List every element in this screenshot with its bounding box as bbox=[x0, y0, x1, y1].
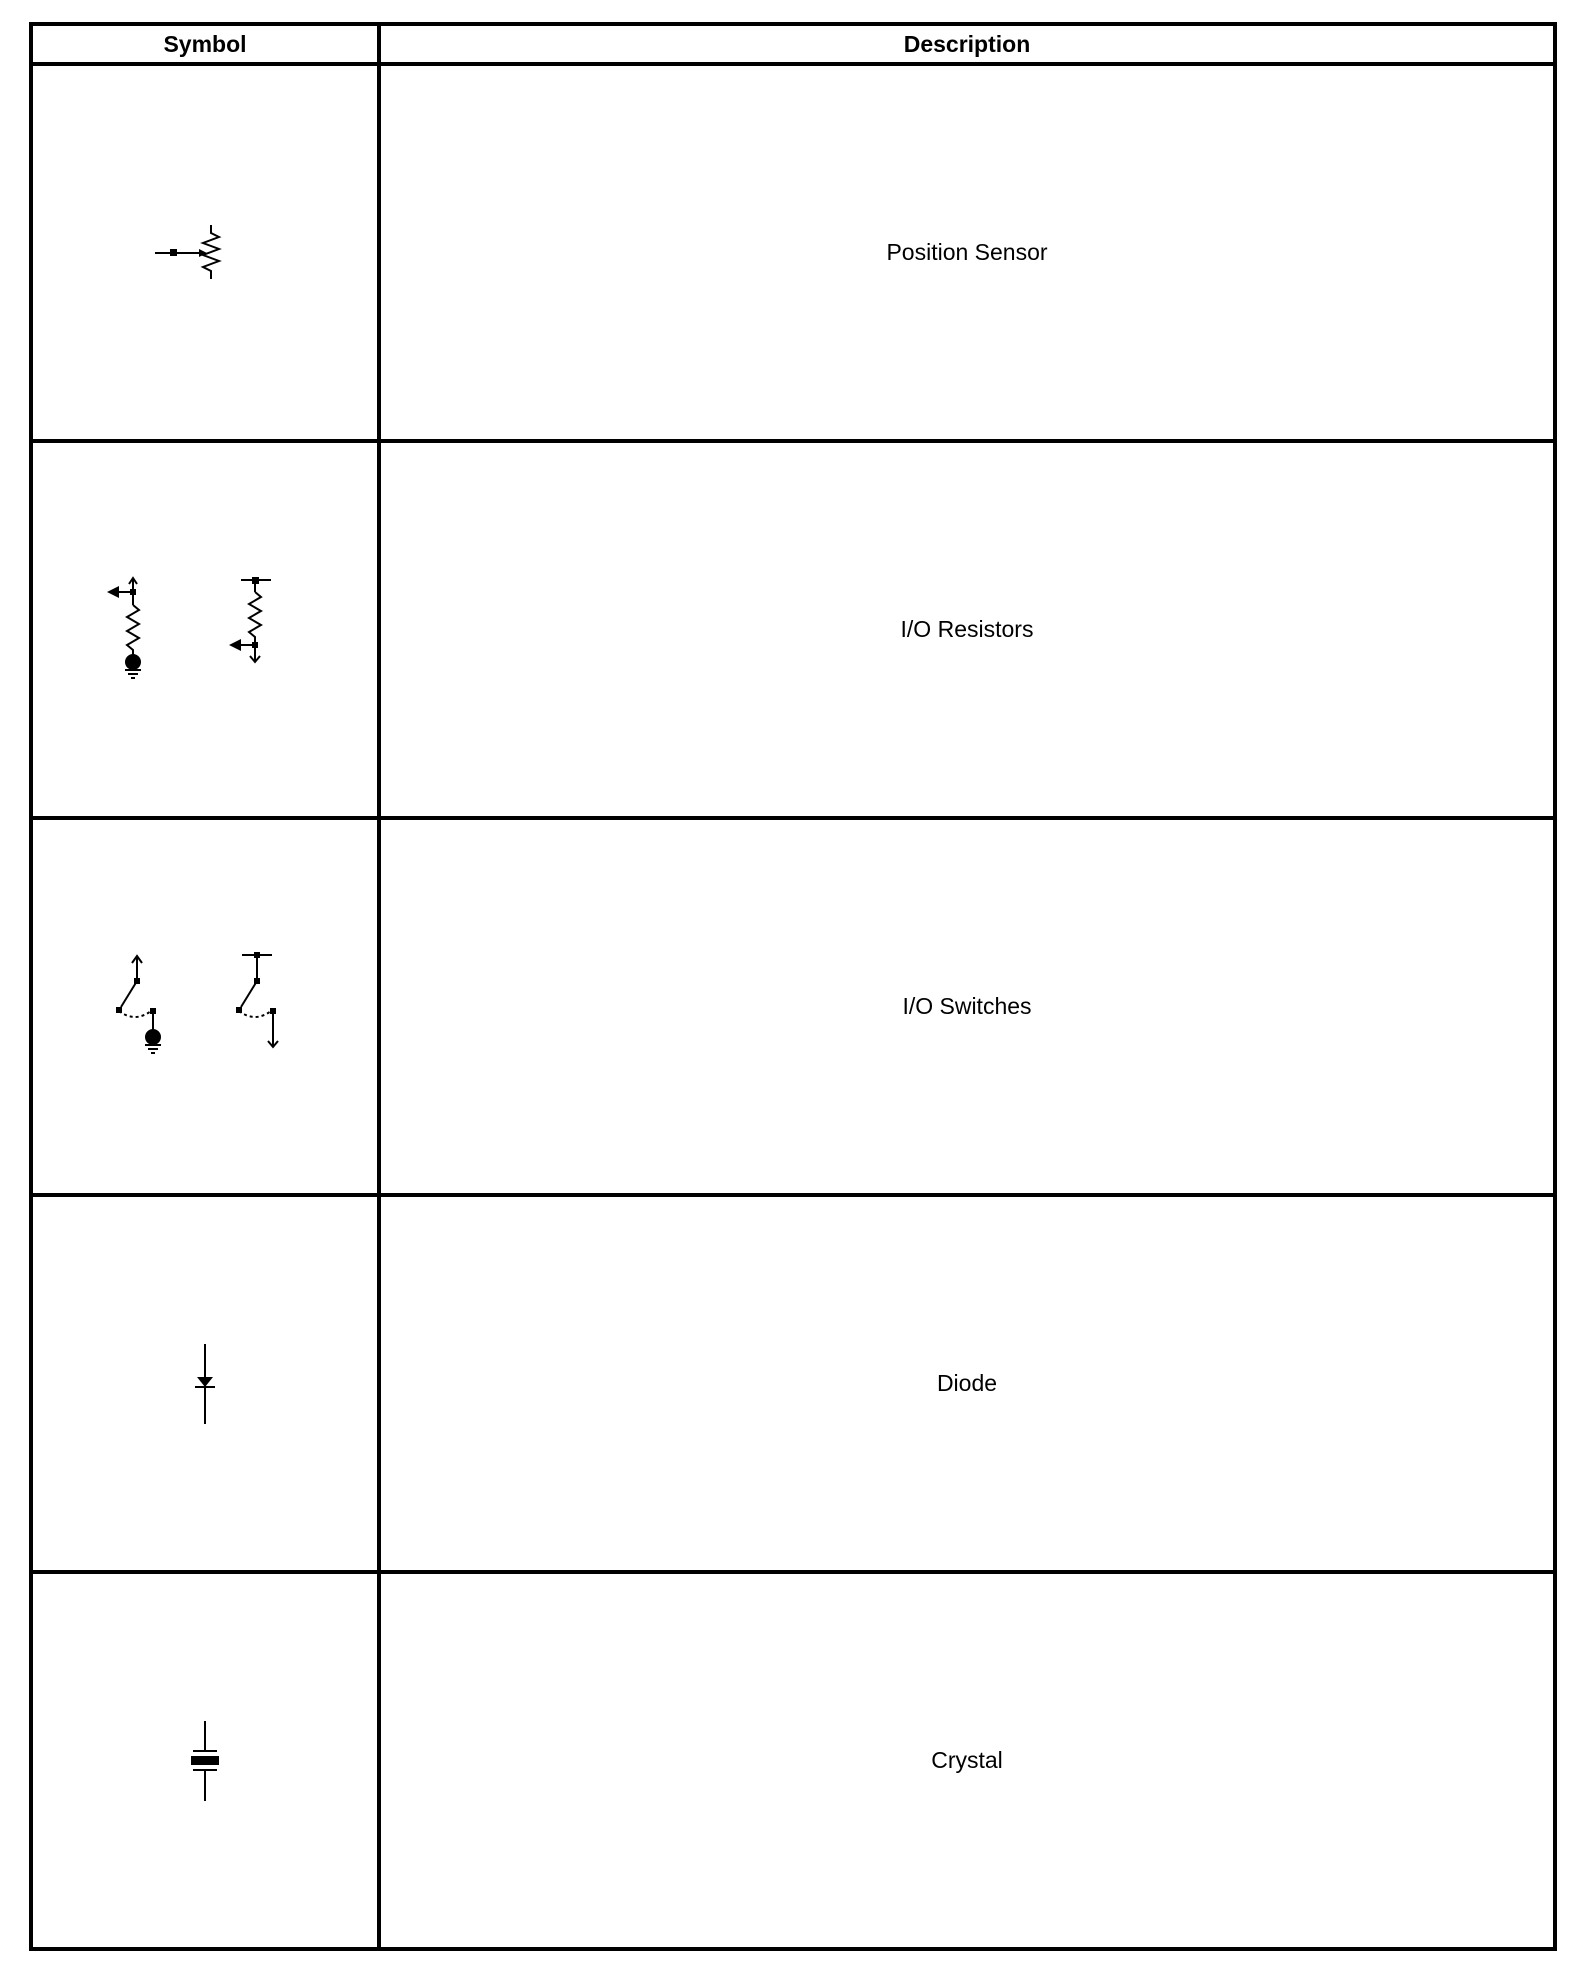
symbol-table bbox=[29, 22, 1557, 1951]
symbol-cell bbox=[31, 1195, 379, 1572]
symbol-cell bbox=[31, 818, 379, 1195]
table-row bbox=[31, 818, 1555, 1195]
symbol-cell bbox=[31, 64, 379, 441]
diode-icon bbox=[175, 1339, 235, 1429]
table-row bbox=[31, 1572, 1555, 1949]
description-cell: Position Sensor bbox=[379, 64, 1555, 441]
table-row bbox=[31, 1195, 1555, 1572]
description-header: Description bbox=[379, 24, 1555, 64]
header-row bbox=[31, 24, 1555, 64]
symbol-cell bbox=[31, 441, 379, 818]
potentiometer-icon bbox=[145, 213, 265, 293]
table-row bbox=[31, 441, 1555, 818]
pull-switches-icon bbox=[95, 947, 315, 1067]
table-row bbox=[31, 64, 1555, 441]
symbol-header: Symbol bbox=[31, 24, 379, 64]
pull-resistors-icon bbox=[95, 570, 315, 690]
description-cell: Crystal bbox=[379, 1572, 1555, 1949]
description-cell: I/O Resistors bbox=[379, 441, 1555, 818]
symbol-cell bbox=[31, 1572, 379, 1949]
description-cell: I/O Switches bbox=[379, 818, 1555, 1195]
crystal-icon bbox=[175, 1716, 235, 1806]
description-cell: Diode bbox=[379, 1195, 1555, 1572]
